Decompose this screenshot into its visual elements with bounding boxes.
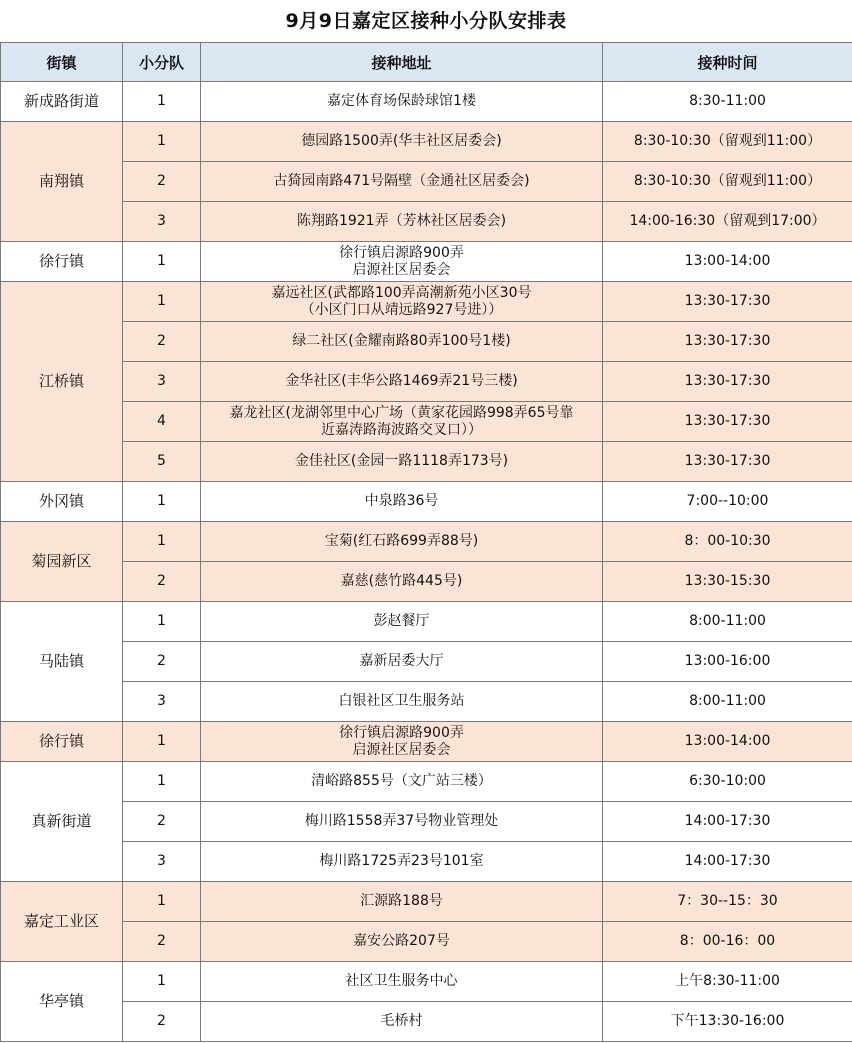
header-team: 小分队 (123, 43, 201, 82)
address-cell: 清峪路855号（文广站三楼） (201, 762, 603, 802)
team-cell: 2 (123, 562, 201, 602)
time-cell: 14:00-17:30 (603, 842, 852, 882)
time-cell: 13:00-14:00 (603, 722, 852, 762)
address-cell: 梅川路1558弄37号物业管理处 (201, 802, 603, 842)
team-cell: 1 (123, 242, 201, 282)
team-cell: 1 (123, 482, 201, 522)
address-cell: 德园路1500弄(华丰社区居委会) (201, 122, 603, 162)
address-cell: 嘉龙社区(龙湖邻里中心广场（黄家花园路998弄65号靠 近嘉涛路海波路交叉口）） (201, 402, 603, 442)
table-row (1, 722, 852, 762)
table-row (1, 642, 852, 682)
time-cell: 8:30-11:00 (603, 82, 852, 122)
table-row (1, 602, 852, 642)
team-cell: 1 (123, 82, 201, 122)
address-cell: 金佳社区(金园一路1118弄173号) (201, 442, 603, 482)
table-body (1, 82, 852, 1042)
time-cell: 8:30-10:30（留观到11:00） (603, 162, 852, 202)
time-cell: 14:00-16:30（留观到17:00） (603, 202, 852, 242)
team-cell: 2 (123, 802, 201, 842)
address-cell: 绿二社区(金耀南路80弄100号1楼) (201, 322, 603, 362)
address-cell: 金华社区(丰华公路1469弄21号三楼) (201, 362, 603, 402)
table-row (1, 682, 852, 722)
address-cell: 社区卫生服务中心 (201, 962, 603, 1002)
time-cell: 13:00-14:00 (603, 242, 852, 282)
address-cell: 嘉定体育场保龄球馆1楼 (201, 82, 603, 122)
table-row (1, 242, 852, 282)
header-town: 街镇 (1, 43, 123, 82)
time-cell: 13:30-17:30 (603, 402, 852, 442)
table-row (1, 82, 852, 122)
sheet-title: 9月9日嘉定区接种小分队安排表 (285, 10, 567, 32)
team-cell: 3 (123, 202, 201, 242)
time-cell: 上午8:30-11:00 (603, 962, 852, 1002)
time-cell: 13:30-17:30 (603, 322, 852, 362)
address-cell: 宝菊(红石路699弄88号) (201, 522, 603, 562)
table-row (1, 322, 852, 362)
table-row (1, 282, 852, 322)
town-cell: 菊园新区 (1, 522, 123, 602)
team-cell: 1 (123, 722, 201, 762)
team-cell: 3 (123, 682, 201, 722)
team-cell: 3 (123, 362, 201, 402)
team-cell: 1 (123, 962, 201, 1002)
table-row (1, 162, 852, 202)
time-cell: 13:30-15:30 (603, 562, 852, 602)
table-row (1, 402, 852, 442)
time-cell: 8：00-16：00 (603, 922, 852, 962)
address-cell: 嘉安公路207号 (201, 922, 603, 962)
time-cell: 7：30--15：30 (603, 882, 852, 922)
time-cell: 8：00-10:30 (603, 522, 852, 562)
table-row (1, 482, 852, 522)
table-row (1, 962, 852, 1002)
table-row (1, 122, 852, 162)
town-cell: 南翔镇 (1, 122, 123, 242)
address-cell: 毛桥村 (201, 1002, 603, 1042)
team-cell: 2 (123, 322, 201, 362)
time-cell: 8:00-11:00 (603, 682, 852, 722)
town-cell: 嘉定工业区 (1, 882, 123, 962)
team-cell: 1 (123, 122, 201, 162)
table-row (1, 802, 852, 842)
time-cell: 8:30-10:30（留观到11:00） (603, 122, 852, 162)
table-row (1, 522, 852, 562)
address-cell: 白银社区卫生服务站 (201, 682, 603, 722)
time-cell: 13:00-16:00 (603, 642, 852, 682)
table-row (1, 762, 852, 802)
town-cell: 真新街道 (1, 762, 123, 882)
address-cell: 中泉路36号 (201, 482, 603, 522)
schedule-table (0, 42, 852, 1042)
time-cell: 13:30-17:30 (603, 442, 852, 482)
team-cell: 1 (123, 762, 201, 802)
address-cell: 彭赵餐厅 (201, 602, 603, 642)
team-cell: 1 (123, 602, 201, 642)
team-cell: 2 (123, 162, 201, 202)
town-cell: 徐行镇 (1, 242, 123, 282)
team-cell: 4 (123, 402, 201, 442)
town-cell: 华亭镇 (1, 962, 123, 1042)
table-row (1, 442, 852, 482)
team-cell: 1 (123, 282, 201, 322)
team-cell: 3 (123, 842, 201, 882)
time-cell: 13:30-17:30 (603, 362, 852, 402)
town-cell: 徐行镇 (1, 722, 123, 762)
town-cell: 外冈镇 (1, 482, 123, 522)
table-row (1, 202, 852, 242)
time-cell: 13:30-17:30 (603, 282, 852, 322)
time-cell: 8:00-11:00 (603, 602, 852, 642)
team-cell: 2 (123, 1002, 201, 1042)
header-time: 接种时间 (603, 43, 852, 82)
table-row (1, 882, 852, 922)
table-row (1, 562, 852, 602)
team-cell: 5 (123, 442, 201, 482)
table-row (1, 362, 852, 402)
town-cell: 江桥镇 (1, 282, 123, 482)
team-cell: 1 (123, 882, 201, 922)
team-cell: 1 (123, 522, 201, 562)
time-cell: 6:30-10:00 (603, 762, 852, 802)
team-cell: 2 (123, 642, 201, 682)
address-cell: 徐行镇启源路900弄 启源社区居委会 (201, 722, 603, 762)
time-cell: 下午13:30-16:00 (603, 1002, 852, 1042)
address-cell: 嘉远社区(武都路100弄高潮新苑小区30号 （小区门口从靖远路927号进）） (201, 282, 603, 322)
address-cell: 徐行镇启源路900弄 启源社区居委会 (201, 242, 603, 282)
table-row (1, 1002, 852, 1042)
address-cell: 陈翔路1921弄（芳林社区居委会) (201, 202, 603, 242)
time-cell: 7:00--10:00 (603, 482, 852, 522)
table-row (1, 842, 852, 882)
town-cell: 马陆镇 (1, 602, 123, 722)
address-cell: 梅川路1725弄23号101室 (201, 842, 603, 882)
address-cell: 汇源路188号 (201, 882, 603, 922)
time-cell: 14:00-17:30 (603, 802, 852, 842)
town-cell: 新成路街道 (1, 82, 123, 122)
address-cell: 古猗园南路471号隔壁（金通社区居委会) (201, 162, 603, 202)
header-row (1, 43, 852, 82)
table-row (1, 922, 852, 962)
address-cell: 嘉慈(慈竹路445号) (201, 562, 603, 602)
address-cell: 嘉新居委大厅 (201, 642, 603, 682)
header-address: 接种地址 (201, 43, 603, 82)
team-cell: 2 (123, 922, 201, 962)
